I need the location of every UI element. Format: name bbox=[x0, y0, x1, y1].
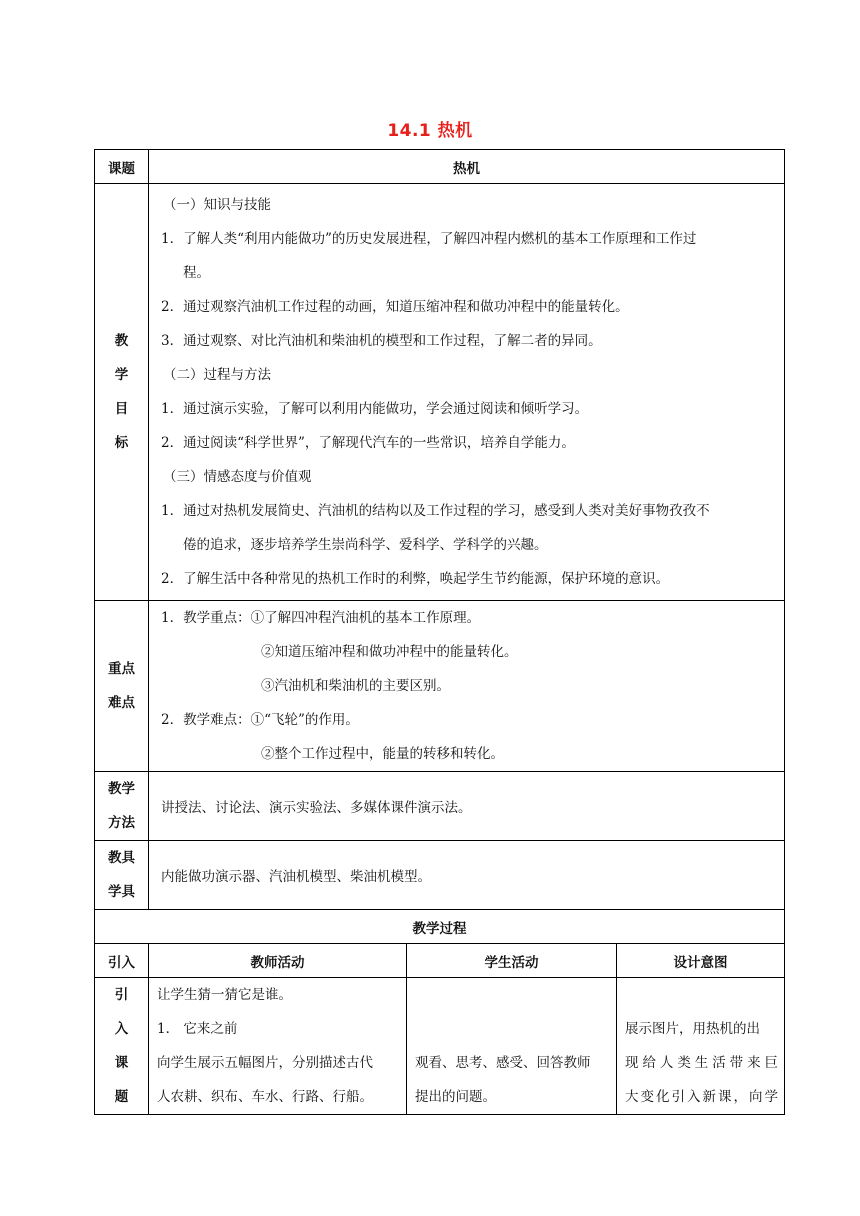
methods-label-line: 教学 bbox=[108, 781, 135, 797]
key-points-label bbox=[95, 601, 149, 772]
objective-line: （一）知识与技能 bbox=[163, 197, 271, 213]
process-columns-row bbox=[95, 944, 785, 978]
key-points-row bbox=[95, 601, 785, 772]
key-point-line: 1．教学重点：①了解四冲程汽油机的基本工作原理。 bbox=[161, 610, 481, 626]
objectives-label-char: 教 bbox=[114, 333, 129, 349]
topic-value: 热机 bbox=[149, 150, 785, 184]
process-heading-row bbox=[95, 910, 785, 944]
key-points-content bbox=[149, 601, 785, 772]
intro-row-label-char: 入 bbox=[114, 1021, 129, 1037]
teacher-activity-line: 1． 它来之前 bbox=[157, 1021, 238, 1037]
key-points-label-line: 难点 bbox=[108, 695, 135, 711]
objective-line: 3．通过观察、对比汽油机和柴油机的模型和工作过程，了解二者的异同。 bbox=[161, 333, 602, 349]
teacher-activity-line: 向学生展示五幅图片，分别描述古代 bbox=[157, 1055, 373, 1071]
student-activity-cell bbox=[407, 978, 617, 1115]
design-intent-line: 现给人类生活带来巨 bbox=[625, 1055, 779, 1071]
tools-label-line: 教具 bbox=[108, 850, 135, 866]
design-intent-cell bbox=[617, 978, 785, 1115]
objective-line: 2．通过阅读“科学世界”，了解现代汽车的一些常识，培养自学能力。 bbox=[161, 435, 575, 451]
intro-row-label-char: 题 bbox=[114, 1089, 129, 1105]
student-activity-line: 提出的问题。 bbox=[415, 1089, 496, 1105]
methods-label bbox=[95, 772, 149, 841]
objectives-content bbox=[149, 184, 785, 601]
student-activity-line bbox=[407, 1012, 616, 1046]
objectives-label-char: 学 bbox=[114, 367, 129, 383]
objectives-label-char: 目 bbox=[114, 401, 129, 417]
design-intent-line bbox=[617, 978, 784, 1012]
intro-row-label-char: 引 bbox=[114, 987, 129, 1003]
page-title: 14.1 热机 bbox=[387, 121, 473, 141]
lesson-plan-table bbox=[94, 149, 785, 1115]
key-point-line: 2．教学难点：①“飞轮”的作用。 bbox=[161, 712, 359, 728]
intro-row-label bbox=[95, 978, 149, 1115]
methods-label-line: 方法 bbox=[108, 815, 135, 831]
process-heading: 教学过程 bbox=[95, 910, 785, 944]
objective-line: 1．通过演示实验，了解可以利用内能做功，学会通过阅读和倾听学习。 bbox=[161, 401, 589, 417]
tools-label bbox=[95, 841, 149, 910]
objectives-row bbox=[95, 184, 785, 601]
objectives-label bbox=[95, 184, 149, 601]
design-intent-line: 大变化引入新课，向学 bbox=[625, 1089, 779, 1105]
objective-line: （三）情感态度与价值观 bbox=[163, 469, 312, 485]
objective-line: （二）过程与方法 bbox=[163, 367, 271, 383]
student-activity-line: 观看、思考、感受、回答教师 bbox=[415, 1055, 591, 1071]
methods-value: 讲授法、讨论法、演示实验法、多媒体课件演示法。 bbox=[149, 772, 785, 841]
teacher-activity-line: 人农耕、织布、车水、行路、行船。 bbox=[157, 1089, 373, 1105]
student-activity-line bbox=[407, 978, 616, 1012]
key-points-label-line: 重点 bbox=[108, 661, 135, 677]
objective-line: 2．通过观察汽油机工作过程的动画，知道压缩冲程和做功冲程中的能量转化。 bbox=[161, 299, 629, 315]
tools-label-line: 学具 bbox=[108, 884, 135, 900]
tools-value: 内能做功演示器、汽油机模型、柴油机模型。 bbox=[149, 841, 785, 910]
objective-line: 1．通过对热机发展简史、汽油机的结构以及工作过程的学习，感受到人类对美好事物孜孜不 bbox=[161, 503, 710, 519]
objective-line: 倦的追求，逐步培养学生崇尚科学、爱科学、学科学的兴趣。 bbox=[183, 537, 548, 553]
column-header-intro: 引入 bbox=[95, 944, 149, 978]
design-intent-line: 展示图片，用热机的出 bbox=[625, 1021, 760, 1037]
process-row-intro bbox=[95, 978, 785, 1115]
key-point-line: ③汽油机和柴油机的主要区别。 bbox=[261, 678, 450, 694]
column-header-student: 学生活动 bbox=[407, 944, 617, 978]
column-header-teacher: 教师活动 bbox=[149, 944, 407, 978]
topic-label: 课题 bbox=[95, 150, 149, 184]
teacher-activity-line: 让学生猜一猜它是谁。 bbox=[157, 987, 292, 1003]
objective-line: 2．了解生活中各种常见的热机工作时的利弊，唤起学生节约能源，保护环境的意识。 bbox=[161, 571, 670, 587]
objective-line: 程。 bbox=[183, 265, 210, 281]
tools-row bbox=[95, 841, 785, 910]
key-point-line: ②知道压缩冲程和做功冲程中的能量转化。 bbox=[261, 644, 518, 660]
objective-line: 1．了解人类“利用内能做功”的历史发展进程，了解四冲程内燃机的基本工作原理和工作过 bbox=[161, 231, 697, 247]
teacher-activity-cell bbox=[149, 978, 407, 1115]
topic-row bbox=[95, 150, 785, 184]
methods-row bbox=[95, 772, 785, 841]
intro-row-label-char: 课 bbox=[114, 1055, 129, 1071]
key-point-line: ②整个工作过程中，能量的转移和转化。 bbox=[261, 746, 504, 762]
objectives-label-char: 标 bbox=[114, 435, 129, 451]
column-header-intent: 设计意图 bbox=[617, 944, 785, 978]
